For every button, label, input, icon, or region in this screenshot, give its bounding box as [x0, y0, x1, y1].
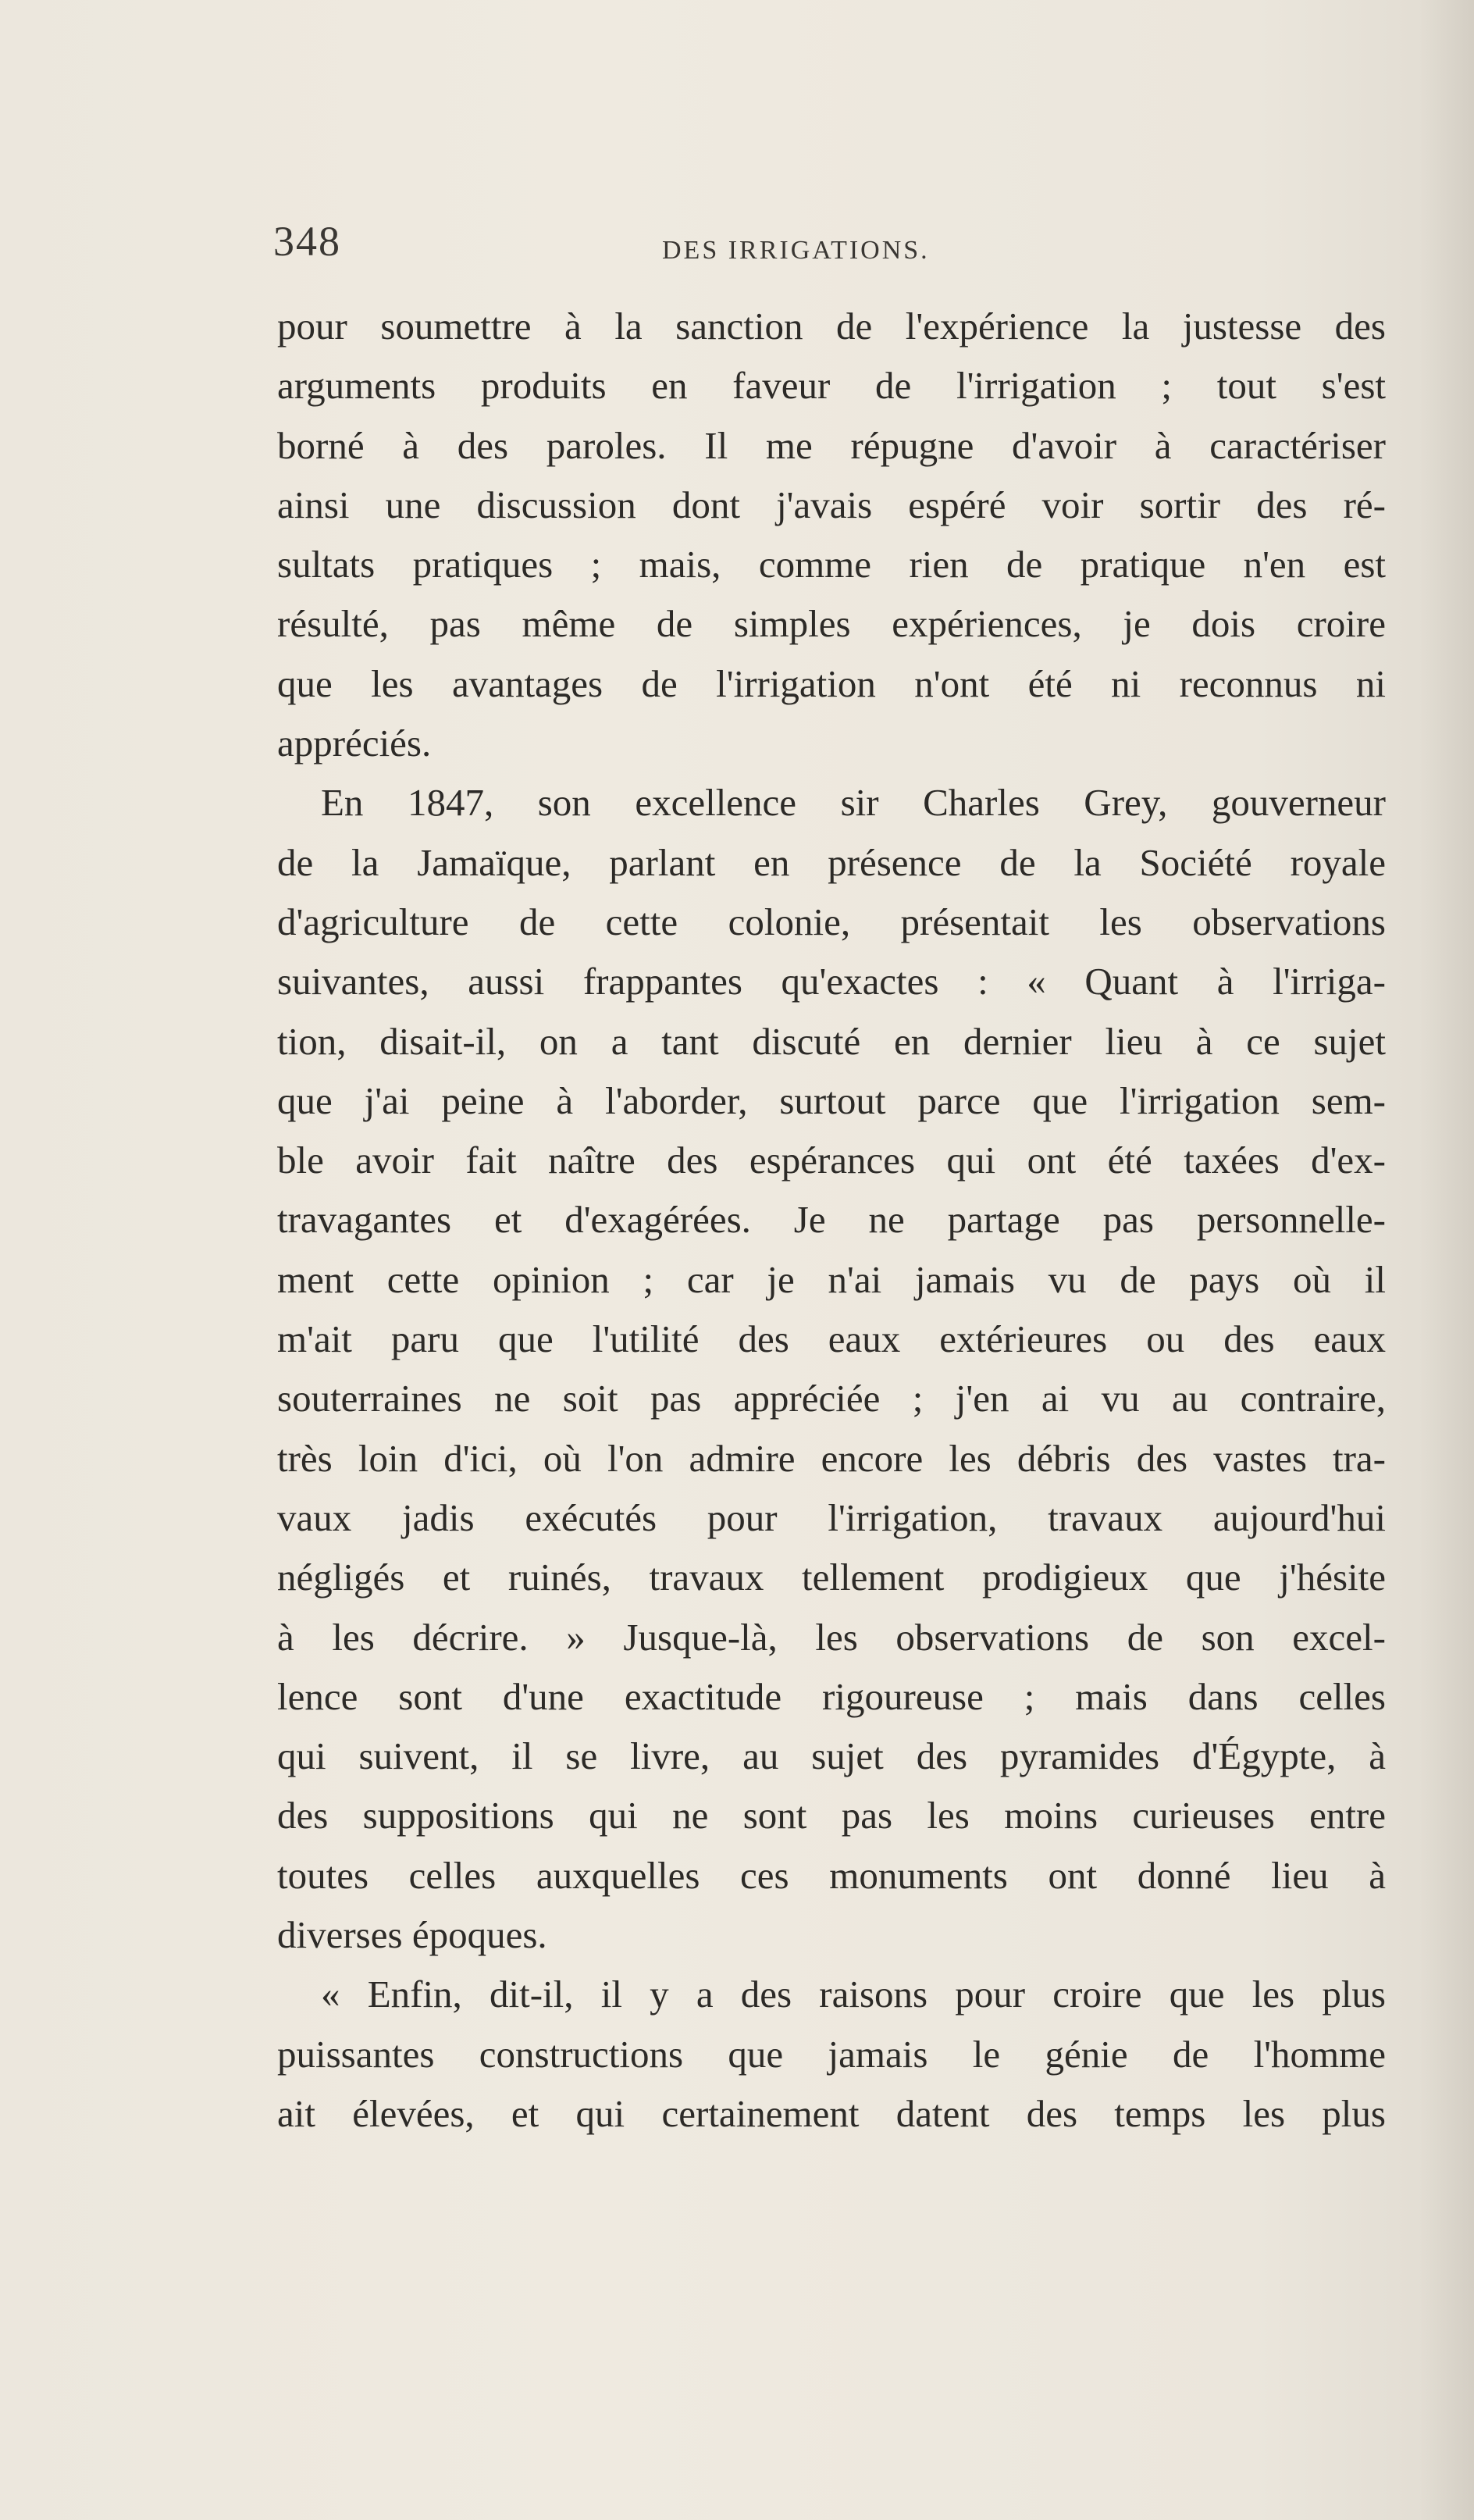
text-line: négligés et ruinés, travaux tellement prodigieux que j'hésite	[277, 1556, 1386, 1599]
text-line: diverses époques.	[277, 1913, 547, 1957]
page-header	[273, 217, 1390, 280]
text-line: résulté, pas même de simples expériences, je dois croire	[277, 602, 1386, 646]
text-line: travagantes et d'exagérées. Je ne partage pas personnelle-	[277, 1198, 1386, 1242]
text-line: ment cette opinion ; car je n'ai jamais vu de pays où il	[277, 1257, 1386, 1301]
text-line: suivantes, aussi frappantes qu'exactes : « Quant à l'irriga-	[277, 960, 1386, 1003]
text-line: lence sont d'une exactitude rigoureuse ; mais dans celles	[277, 1674, 1386, 1718]
text-line: d'agriculture de cette colonie, présentait les observations	[277, 900, 1386, 943]
text-line: ble avoir fait naître des espérances qui ont été taxées d'ex-	[277, 1139, 1386, 1182]
text-line: puissantes constructions que jamais le génie de l'homme	[277, 2032, 1386, 2076]
paragraph-first-line: « Enfin, dit-il, il y a des raisons pour croire que les plus	[321, 1973, 1386, 2016]
text-line: à les décrire. » Jusque-là, les observations de son excel-	[277, 1615, 1386, 1659]
body-text	[277, 297, 1386, 2144]
text-line: vaux jadis exécutés pour l'irrigation, travaux aujourd'hui	[277, 1495, 1386, 1539]
text-line: que les avantages de l'irrigation n'ont été ni reconnus ni	[277, 661, 1386, 705]
text-line: qui suivent, il se livre, au sujet des pyramides d'Égypte, à	[277, 1734, 1386, 1778]
page-edge-shadow	[1419, 0, 1474, 2520]
text-line: sultats pratiques ; mais, comme rien de pratique n'en est	[277, 543, 1386, 586]
text-line: ainsi une discussion dont j'avais espéré voir sortir des ré-	[277, 483, 1386, 526]
text-line: borné à des paroles. Il me répugne d'avoir à caractériser	[277, 423, 1386, 467]
running-head: DES IRRIGATIONS.	[662, 236, 930, 265]
paragraph-first-line: En 1847, son excellence sir Charles Grey, gouverneur	[321, 781, 1386, 825]
text-line: toutes celles auxquelles ces monuments ont donné lieu à	[277, 1853, 1386, 1897]
text-line: souterraines ne soit pas appréciée ; j'en ai vu au contraire,	[277, 1377, 1386, 1420]
text-line: pour soumettre à la sanction de l'expérience la justesse des	[277, 305, 1386, 348]
text-line: des suppositions qui ne sont pas les moins curieuses entre	[277, 1794, 1386, 1837]
text-line: m'ait paru que l'utilité des eaux extérieures ou des eaux	[277, 1317, 1386, 1361]
text-line: arguments produits en faveur de l'irrigation ; tout s'est	[277, 364, 1386, 408]
text-line: que j'ai peine à l'aborder, surtout parce que l'irrigation sem-	[277, 1078, 1386, 1122]
page-number: 348	[273, 218, 341, 265]
text-line: très loin d'ici, où l'on admire encore les débris des vastes tra-	[277, 1436, 1386, 1480]
text-line: de la Jamaïque, parlant en présence de la Société royale	[277, 840, 1386, 884]
text-line: appréciés.	[277, 722, 432, 765]
text-line: ait élevées, et qui certainement datent des temps les plus	[277, 2091, 1386, 2135]
text-line: tion, disait-il, on a tant discuté en dernier lieu à ce sujet	[277, 1019, 1386, 1063]
